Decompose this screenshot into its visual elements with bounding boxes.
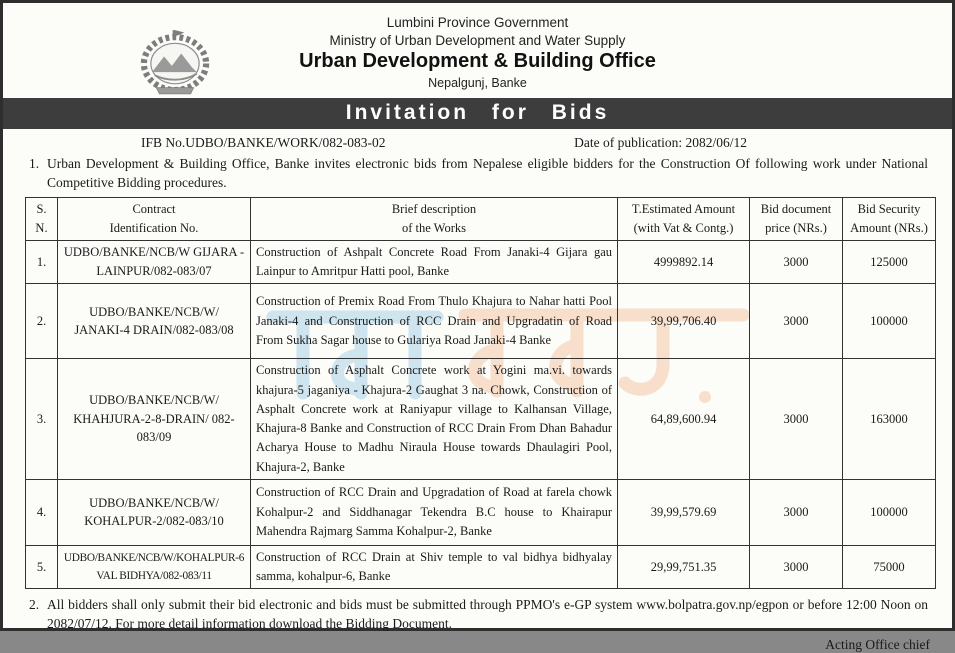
col-header-description: Brief description of the Works	[251, 198, 618, 241]
bid-security: 100000	[843, 284, 936, 359]
col-header-bid-doc-price: Bid document price (NRs.)	[750, 198, 843, 241]
col-header-sn: S. N.	[26, 198, 58, 241]
contract-id: UDBO/BANKE/NCB/W/ KOHALPUR-2/082-083/10	[58, 479, 251, 545]
table-row	[26, 284, 936, 359]
clause-text: All bidders shall only submit their bid electronic and bids must be submitted through PPMO's e-GP system www.bolpatra.gov.np/egpon or before 12:00 Noon on 2082/07/12. For more detail information download the Bidding Document.	[47, 597, 928, 631]
contract-id: UDBO/BANKE/NCB/W/ JANAKI-4 DRAIN/082-083/08	[58, 284, 251, 359]
bid-doc-price: 3000	[750, 545, 843, 589]
serial-number: 4.	[26, 479, 58, 545]
serial-number: 3.	[26, 359, 58, 480]
table-row	[26, 479, 936, 545]
clause-number: 1.	[29, 156, 40, 171]
bid-security: 163000	[843, 359, 936, 480]
work-description: Construction of RCC Drain and Upgradation of Road at farela chowk Kohalpur-2 and Siddhanagar Tekendra B.C house to Khairapur Mahendra Rajmarg Samma Kohalpur-2, Banke	[251, 479, 618, 545]
letterhead	[3, 3, 952, 90]
bid-security: 100000	[843, 479, 936, 545]
office-name: Urban Development & Building Office	[299, 50, 656, 72]
publication-date: Date of publication: 2082/06/12	[574, 135, 747, 150]
work-description: Construction of Premix Road From Thulo Khajura to Nahar hatti Pool Janaki-4 and Construction of RCC Drain and Upgradatin of Road From Sukha Sagar house to Gulariya Road Janaki-4 Banke	[251, 284, 618, 359]
bid-security: 75000	[843, 545, 936, 589]
bid-doc-price: 3000	[750, 284, 843, 359]
ifb-number: IFB No.UDBO/BANKE/WORK/082-083-02	[141, 135, 386, 150]
serial-number: 5.	[26, 545, 58, 589]
col-header-contract-id: Contract Identification No.	[58, 198, 251, 241]
estimated-amount: 39,99,706.40	[618, 284, 750, 359]
clause-number: 2.	[29, 597, 40, 613]
col-header-bid-security: Bid Security Amount (NRs.)	[843, 198, 936, 241]
intro-paragraph	[3, 151, 952, 192]
work-description: Construction of Asphalt Concrete work at Yogini ma.vi. towards khajura-5 jaganiya - Khajura-2 Gaughat 3 na. Chowk, Construction of Asphalt Concrete work at Raniyapur village to Kalhansan Village, Khajura-8 Banke and Construction of RCC Drain From Dhan Bahadur Acharya House to Madhu Niraula House towards Dhaulagiri Pool, Khajura-2, Banke	[251, 359, 618, 480]
col-header-estimated-amount: T.Estimated Amount (with Vat & Contg.)	[618, 198, 750, 241]
submission-paragraph	[3, 589, 952, 633]
bid-doc-price: 3000	[750, 479, 843, 545]
work-description: Construction of RCC Drain at Shiv temple to val bidhya bidhyalay samma, kohalpur-6, Banke	[251, 545, 618, 589]
province-name: Lumbini Province Government	[386, 15, 569, 30]
contract-id: UDBO/BANKE/NCB/W/KOHALPUR-6 VAL BIDHYA/082-083/11	[58, 545, 251, 589]
estimated-amount: 39,99,579.69	[618, 479, 750, 545]
table-row	[26, 240, 936, 284]
meta-row	[3, 129, 952, 151]
estimated-amount: 29,99,751.35	[618, 545, 750, 589]
table-header-row	[26, 198, 936, 241]
ministry-name: Ministry of Urban Development and Water Supply	[329, 33, 626, 48]
bid-doc-price: 3000	[750, 359, 843, 480]
contract-id: UDBO/BANKE/NCB/W GIJARA -LAINPUR/082-083/07	[58, 240, 251, 284]
government-emblem-icon	[136, 27, 214, 97]
bids-table	[25, 197, 936, 589]
estimated-amount: 64,89,600.94	[618, 359, 750, 480]
signature-title: Acting Office chief	[825, 636, 930, 652]
table-row	[26, 545, 936, 589]
estimated-amount: 4999892.14	[618, 240, 750, 284]
serial-number: 2.	[26, 284, 58, 359]
office-location: Nepalgunj, Banke	[428, 76, 527, 90]
table-row	[26, 359, 936, 480]
clause-text: Urban Development & Building Office, Banke invites electronic bids from Nepalese eligible bidders for the Construction Of following work under National Competitive Bidding procedures.	[47, 156, 928, 190]
notice-title: Invitation for Bids	[3, 98, 952, 129]
bid-security: 125000	[843, 240, 936, 284]
bid-doc-price: 3000	[750, 240, 843, 284]
serial-number: 1.	[26, 240, 58, 284]
contract-id: UDBO/BANKE/NCB/W/ KHAHJURA-2-8-DRAIN/ 082-083/09	[58, 359, 251, 480]
work-description: Construction of Ashpalt Concrete Road From Janaki-4 Gijara gau Lainpur to Amritpur Hatti pool, Banke	[251, 240, 618, 284]
